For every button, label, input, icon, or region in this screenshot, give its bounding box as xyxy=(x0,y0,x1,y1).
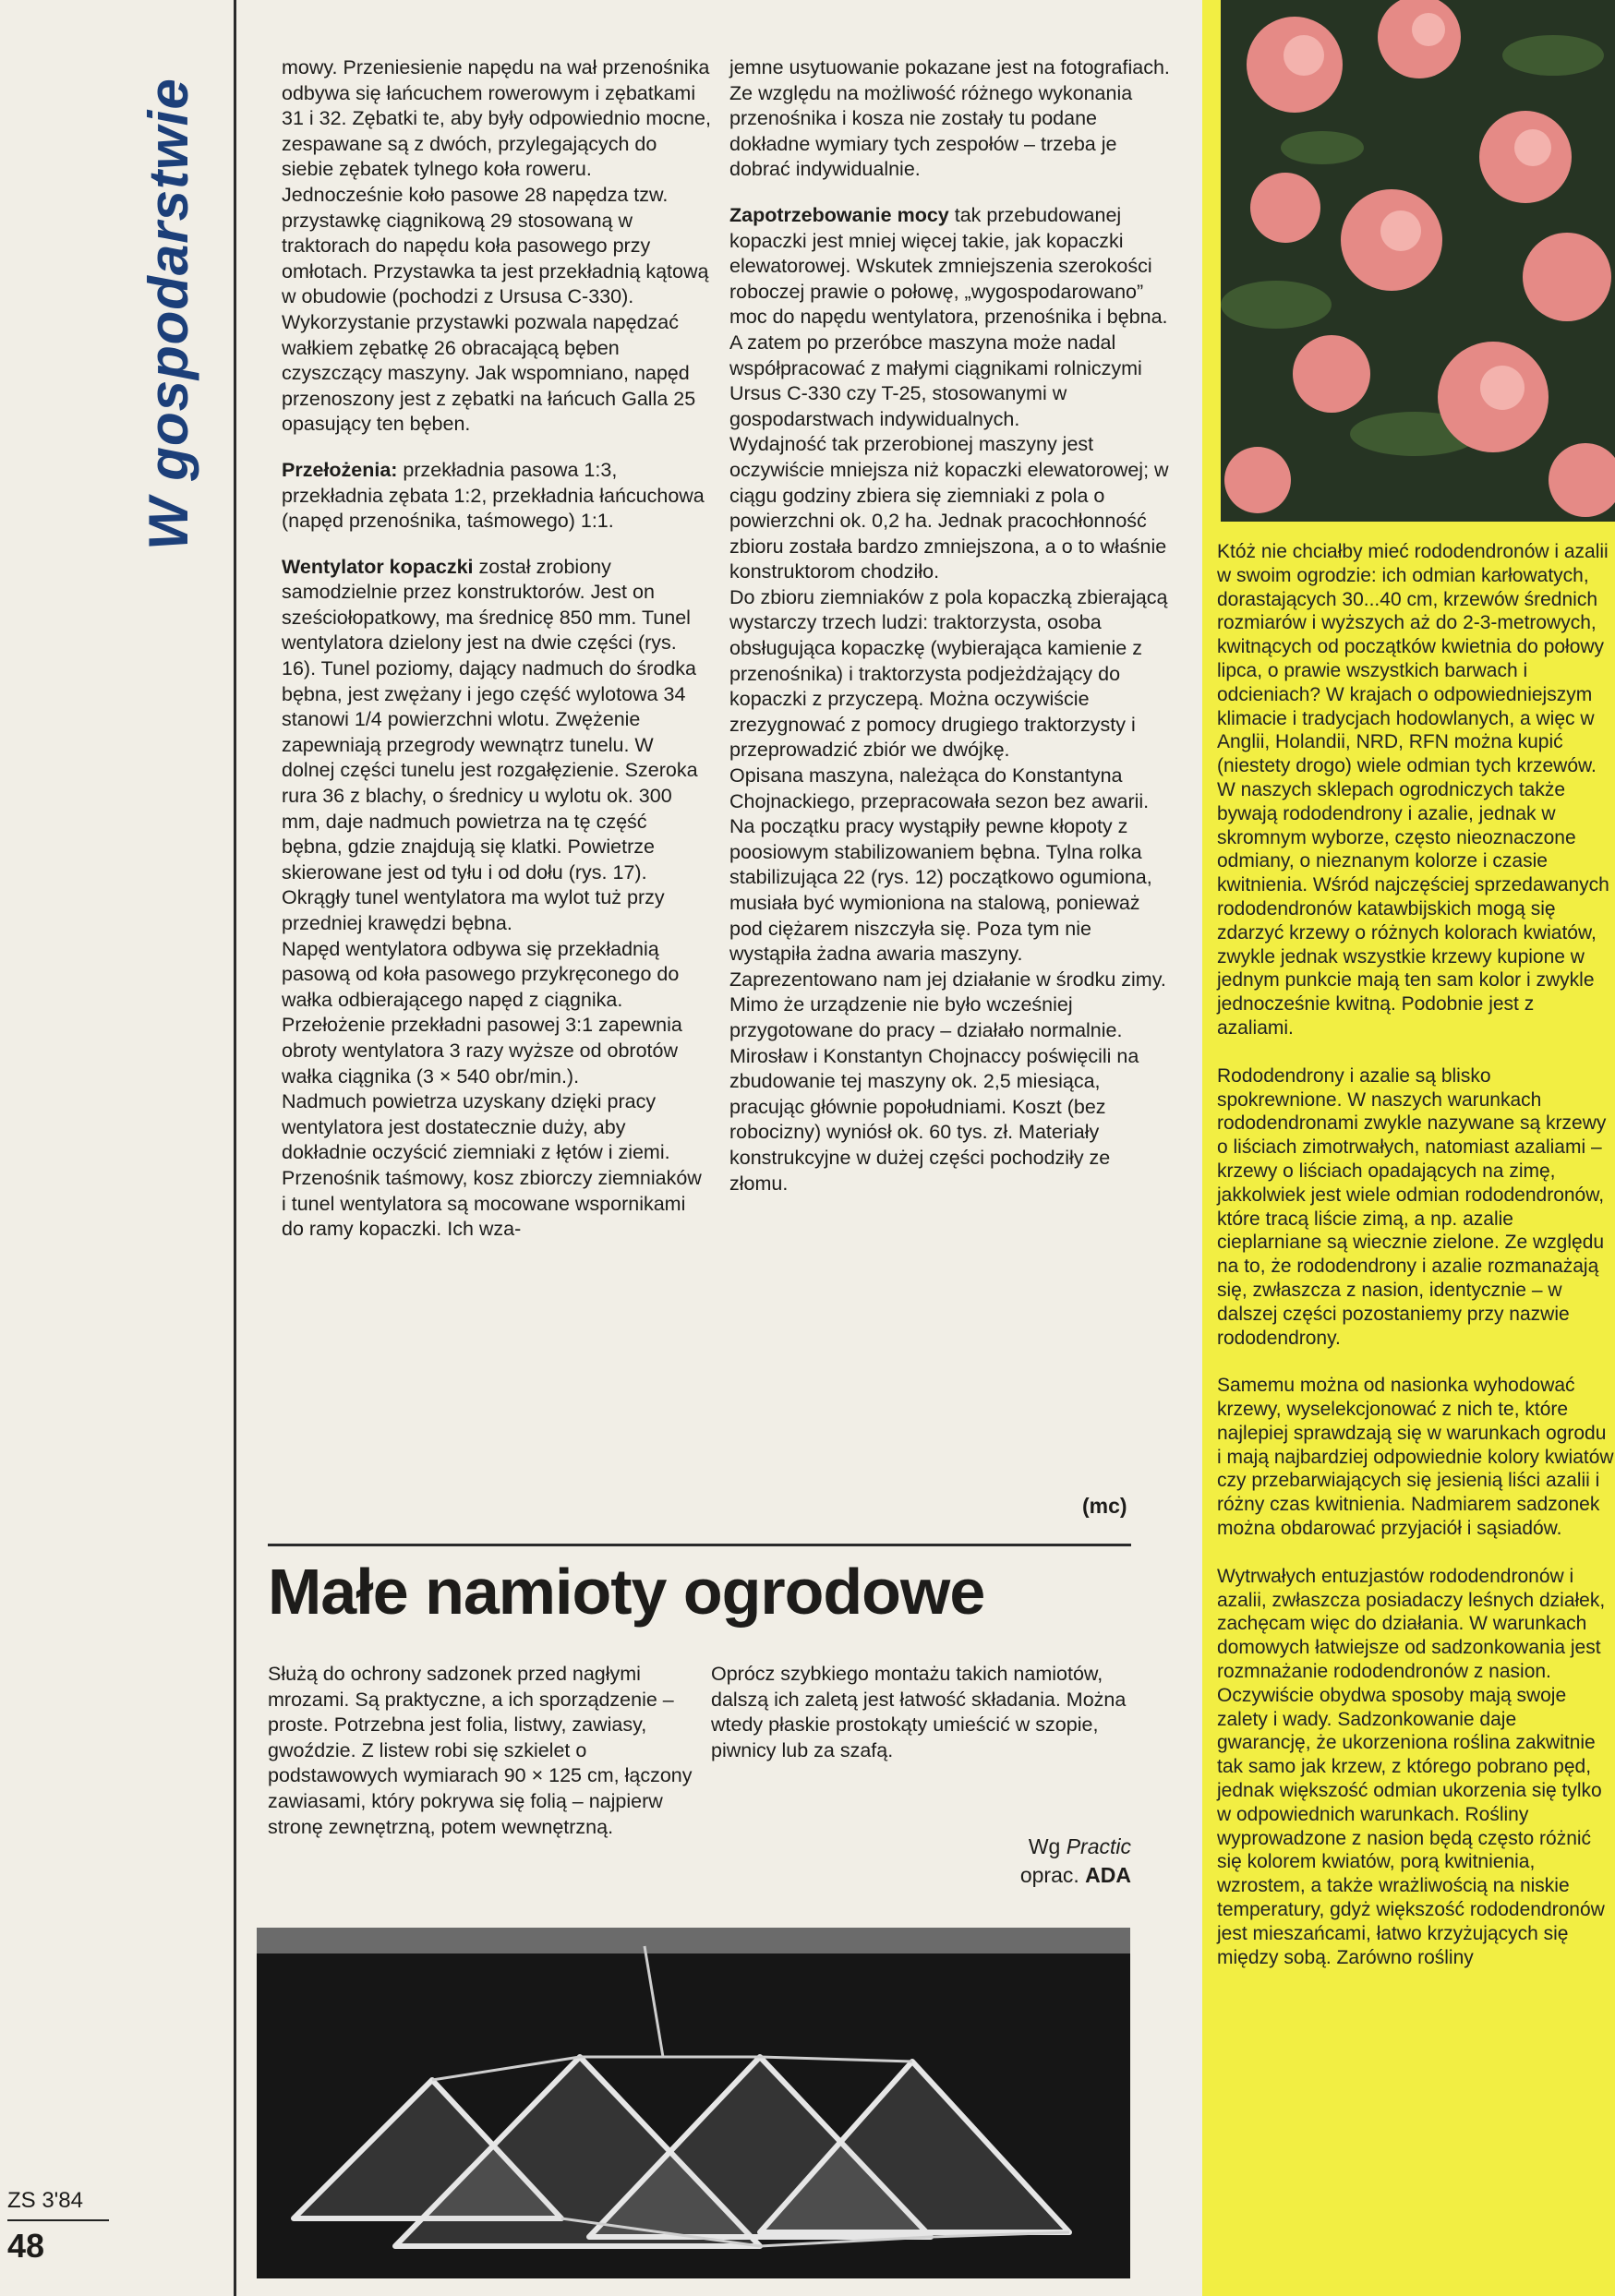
article-column-a xyxy=(282,55,711,1243)
paragraph: Nadmuch powietrza uzyskany dzięki pracy wentylatora jest dostatecznie duży, aby dokładnie oczyścić ziemniaki z łętów i ziemi. xyxy=(282,1090,670,1164)
paragraph: Zapotrzebowanie mocy tak przebudowanej kopaczki jest mniej więcej takie, jak kopaczki elewatorowej. Wskutek zmniejszenia szerokości roboczej prawie o połowę, „wygospodarowano” moc do napędu wentylatora, przenośnika i bębna. A zatem po przeróbce maszyna może nadal współpracować z małymi ciągnikami rolniczymi Ursus C-330 czy T-25, stosowanymi w gospodarstwach indywidualnych. xyxy=(729,203,1168,430)
paragraph: Wydajność tak przerobionej maszyny jest oczywiście mniejsza niż kopaczki elewatorowej; w ciągu godziny zbiera się ziemniaki z pola o powierzchni ok. 0,2 ha. Jednak pracochłonność zbioru została bardzo zmniejszona, a o to właśnie konstruktorom chodziło. xyxy=(729,433,1169,583)
article-title: Małe namioty ogrodowe xyxy=(268,1556,985,1628)
left-margin-rule xyxy=(234,0,236,2296)
section-title: W gospodarstwie xyxy=(138,78,199,550)
paragraph: Przenośnik taśmowy, kosz zbiorczy ziemniaków i tunel wentylatora są mocowane wspornikami do ramy kopaczki. Ich wza- xyxy=(282,1166,702,1241)
paragraph-lead: Przełożenia: xyxy=(282,458,398,481)
sidebar-text xyxy=(1217,540,1614,1969)
paragraph-lead: Zapotrzebowanie mocy xyxy=(729,203,949,226)
article-column-b xyxy=(729,55,1173,1196)
folio-rule xyxy=(7,2219,109,2221)
paragraph: Wytrwałych entuzjastów rododendronów i azalii, zwłaszcza posiadaczy leśnych działek, zachęcam więc do działania. W warunkach domowych łatwiejsze od sadzonkowania jest rozmnażanie rododendronów z nasion. Oczywiście obydwa sposoby mają swoje zalety i wady. Sadzonkowanie daje gwarancję, że ukorzeniona roślina zakwitnie tak samo jak krzew, z którego pobrano pęd, jednak większość odmian ukorzenia się tylko w odpowiednich warunkach. Rośliny wyprowadzone z nasion będą często różnić się kolorem kwiatów, porą kwitnienia, wzrostem, a także wrażliwością na niskie temperatury, gdyż większość rododendronów jest mieszańcami, łatwo krzyżujących się między sobą. Zarówno rośliny xyxy=(1217,1565,1606,1968)
paragraph: Któż nie chciałby mieć rododendronów i azalii w swoim ogrodzie: ich odmian karłowatych, dorastających 30...40 cm, krzewów średnich rozmiarów i wyższych aż do 2-3-metrowych, kwitnących od początków kwietnia do połowy lipca, o prawie wszystkich barwach i odcieniach? W krajach o odpowiedniejszym klimacie i tradycjach hodowlanych, a więc w Anglii, Holandii, NRD, RFN można kupić (niestety drogo) wiele odmian tych krzewów. W naszych sklepach ogrodniczych także bywają rododendrony i azalie, jednak w skromnym wyborze, często nieoznaczone odmiany, o nieznanym kolorze i czasie kwitnienia. Wśród najczęściej sprzedawanych rododendronów katawbijskich mogą się zdarzyć krzewy o różnych kolorach kwiatów, zwykle jednak wszystkie krzewy kupione w jednym punkcie mają ten sam kolor i zwykle jednocześnie kwitną. Podobnie jest z azaliami. xyxy=(1217,541,1609,1039)
paragraph: Okrągły tunel wentylatora ma wylot tuż przy przedniej krawędzi bębna. xyxy=(282,886,665,934)
title-rule xyxy=(268,1544,1131,1546)
paragraph: Wentylator kopaczki został zrobiony samodzielnie przez konstruktorów. Jest on sześciołopatkowy, ma średnicę 850 mm. Tunel wentylatora dzielony jest na dwie części (rys. 16). Tunel poziomy, dający nadmuch do środka bębna, jest zwężany i jego część wylotowa 34 stanowi 1/4 powierzchni wlotu. Zwężenie zapewniają przegrody wewnątrz tunelu. W dolnej części tunelu jest rozgałęzienie. Szeroka rura 36 z blachy, o średnicy u wylotu ok. 300 mm, daje nadmuch powietrza na tę część bębna, gdzie znajdują się klatki. Powietrze skierowane jest od tyłu i od dołu (rys. 17). xyxy=(282,555,698,884)
paragraph: Samemu można od nasionka wyhodować krzewy, wyselekcjonować z nich te, które najlepiej sprawdzają się w warunkach ogrodu i mają najbardziej odpowiednie kolory kwiatów czy przebarwiających się jesienią liści azalii i różny czas kwitnienia. Nadmiarem sadzonek można obdarować przyjaciół i sąsiadów. xyxy=(1217,1375,1614,1540)
byline-source: Practic xyxy=(1066,1834,1131,1858)
article-byline: Wg Practic oprac. ADA xyxy=(1019,1834,1131,1887)
paragraph: Przełożenia: przekładnia pasowa 1:3, przekładnia zębata 1:2, przekładnia łańcuchowa (napęd przenośnika, taśmowego) 1:1. xyxy=(282,458,705,533)
paragraph: mowy. Przeniesienie napędu na wał przenośnika odbywa się łańcuchem rowerowym i zębatkami 31 i 32. Zębatki te, aby były odpowiednio mocne, zespawane są z dwóch, przylegających do siebie zębatek tylnego koła roweru. Jednocześnie koło pasowe 28 napędza tzw. przystawkę ciągnikową 29 stosowaną w traktorach do napędu koła pasowego przy omłotach. Przystawka ta jest przekładnią kątową w obudowie (pochodzi z Ursusa C-330). Wykorzystanie przystawki pozwala napędzać wałkiem zębatkę 26 obracającą bęben czyszczący maszyny. Jak wspomniano, napęd przenoszony jest z zębatki na łańcuch Galla 25 opasujący ten bęben. xyxy=(282,56,711,436)
paragraph-lead: Wentylator kopaczki xyxy=(282,555,474,578)
article-signoff: (mc) xyxy=(1082,1494,1127,1518)
page-number: 48 xyxy=(7,2227,45,2265)
issue-label: ZS 3'84 xyxy=(7,2188,83,2213)
garden-tents-photo xyxy=(257,1928,1130,2278)
paragraph: jemne usytuowanie pokazane jest na fotografiach. Ze względu na możliwość różnego wykonania przenośnika i kosza nie zostały tu podane dokładne wymiary tych zespołów – trzeba je dobrać indywidualnie. xyxy=(729,56,1170,181)
article-column-d xyxy=(711,1662,1145,1763)
paragraph: Opisana maszyna, należąca do Konstantyna Chojnackiego, przepracowała sezon bez awarii. Na początku pracy wystąpiły pewne kłopoty z poosiowym stabilizowaniem bębna. Tylna rolka stabilizująca 22 (rys. 12) początkowo ogumiona, musiała być wymioniona na stalową, ponieważ pod ciężarem niszczyła się. Poza tym nie wystąpiła żadna awaria maszyny. Zaprezentowano nam jej działanie w środku zimy. Mimo że urządzenie nie było wcześniej przygotowane do pracy – działało normalnie. xyxy=(729,764,1166,1041)
rhododendron-flowers-illustration xyxy=(1221,0,1615,522)
paragraph: Rododendrony i azalie są blisko spokrewnione. W naszych warunkach rododendronami zwykle nazywane są krzewy o liściach zimotrwałych, natomiast azaliami – krzewy o liściach opadających na zimę, jakkolwiek jest wiele odmian rododendronów, które tracą liście zimą, a np. azalie cieplarniane są wiecznie zielone. Ze względu na to, że rododendrony i azalie rozmanażają się, zwłaszcza z nasion, identycznie – w dalszej części pozostaniemy przy nazwie rododendrony. xyxy=(1217,1064,1607,1349)
folio xyxy=(7,2188,109,2266)
paragraph: Służą do ochrony sadzonek przed nagłymi mrozami. Są praktyczne, a ich sporządzenie – proste. Potrzebna jest folia, listwy, zawiasy, gwoździe. Z listew robi się szkielet o podstawowych wymiarach 90 × 125 cm, łączony zawiasami, który pokrywa się folią – najpierw stronę zewnętrzną, potem wewnętrzną. xyxy=(268,1663,693,1838)
tent-frames-illustration xyxy=(257,1928,1130,2278)
byline-editor: ADA xyxy=(1085,1863,1131,1887)
paragraph: Do zbioru ziemniaków z pola kopaczką zbierającą wystarczy trzech ludzi: traktorzysta, osoba obsługująca kopaczkę (wybierająca kamienie z przenośnika) i traktorzysta podjeżdżający do kopaczki z przyczepą. Można oczywiście zrezygnować z pomocy drugiego traktorzysty i przeprowadzić zbiór we dwójkę. xyxy=(729,585,1168,762)
paragraph: Mirosław i Konstantyn Chojnaccy poświęcili na zbudowanie tej maszyny ok. 2,5 miesiąca, pracując głównie popołudniami. Koszt (bez robocizny) wyniósł ok. 60 tys. zł. Materiały konstrukcyjne w dużej części pochodziły ze złomu. xyxy=(729,1044,1139,1195)
paragraph: Oprócz szybkiego montażu takich namiotów, dalszą ich zaletą jest łatwość składania. Można wtedy płaskie prostokąty umieścić w szopie, piwnicy lub za szafą. xyxy=(711,1663,1127,1761)
rhododendron-photo xyxy=(1221,0,1615,522)
paragraph: Napęd wentylatora odbywa się przekładnią pasową od koła pasowego przykręconego do wałka odbierającego napęd z ciągnika. Przełożenie przekładni pasowej 3:1 zapewnia obroty wentylatora 3 razy wyższe od obrotów wałka ciągnika (3 × 540 obr/min.). xyxy=(282,937,682,1088)
article-column-c xyxy=(268,1662,702,1840)
